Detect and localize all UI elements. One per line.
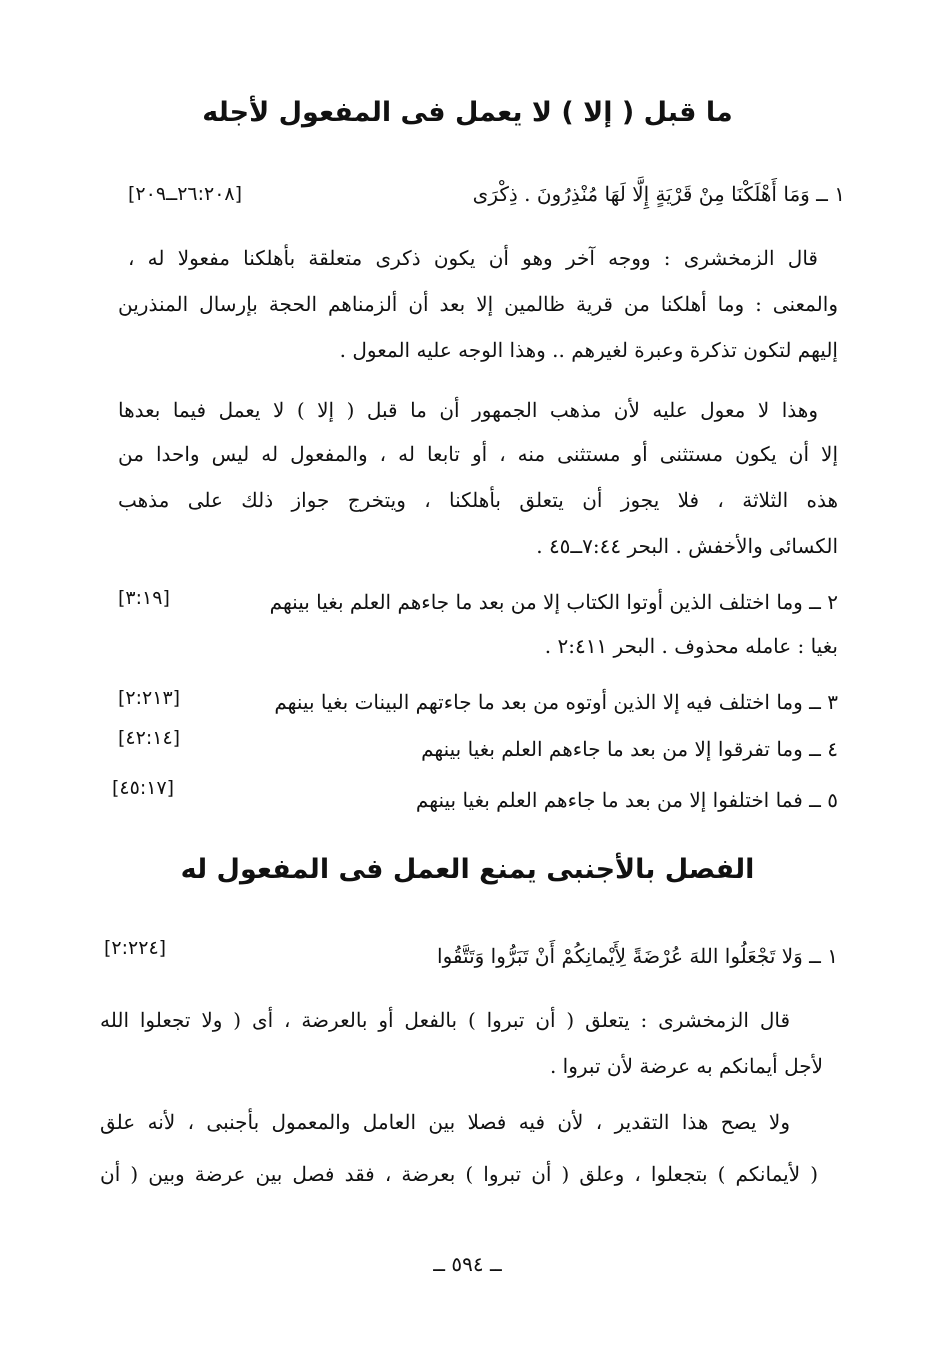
entry-4-ref: [٤٢:١٤] <box>118 727 181 749</box>
entry-1b-ref: [٢:٢٢٤] <box>104 937 167 959</box>
paragraph-line: الكسائى والأخفش . البحر ٧:٤٤ــ٤٥ . <box>536 534 838 558</box>
paragraph-line: ( لأيمانكم ) بتجعلوا ، وعلق ( أن تبروا ) بعرضة ، فقد فصل بين عرضة وبين ( أن <box>100 1162 818 1186</box>
paragraph-line: قال الزمخشرى : يتعلق ( أن تبروا ) بالفعل أو بالعرضة ، أى ( ولا تجعلوا الله <box>100 1008 790 1032</box>
entry-3-text: ٣ ــ وما اختلف فيه إلا الذين أوتوه من بعد ما جاءتهم البينات بغيا بينهم <box>274 690 838 714</box>
paragraph-line: هذه الثلاثة ، فلا يجوز أن يتعلق بأهلكنا ، ويتخرج جواز ذلك على مذهب <box>118 488 838 512</box>
section-title-2: الفصل بالأجنبى يمنع العمل فى المفعول له <box>180 854 755 885</box>
entry-2-ref: [٣:١٩] <box>118 587 170 609</box>
entry-1-text: ١ ــ وَمَا أَهْلَكْنَا مِنْ قَرْيَةٍ إِلَّا لَهَا مُنْذِرُونَ . ذِكْرَى <box>472 182 845 206</box>
paragraph-line: والمعنى : وما أهلكنا من قرية ظالمين إلا بعد أن ألزمناهم الحجة بإرسال المنذرين <box>118 292 838 316</box>
paragraph-line: إليهم لتكون تذكرة وعبرة لغيرهم .. وهذا الوجه عليه المعول . <box>339 338 838 362</box>
section-title-1: ما قبل ( إلا ) لا يعمل فى المفعول لأجله <box>202 97 733 128</box>
entry-4-text: ٤ ــ وما تفرقوا إلا من بعد ما جاءهم العلم بغيا بينهم <box>421 737 838 761</box>
entry-5-text: ٥ ــ فما اختلفوا إلا من بعد ما جاءهم العلم بغيا بينهم <box>415 788 838 812</box>
entry-1b-text: ١ ــ وَلا تَجْعَلُوا اللهَ عُرْضَةً لِأَيْمانِكُمْ أَنْ تَبَرُّوا وَتَتَّقُوا <box>437 944 838 968</box>
entry-2-continuation: بغيا : عامله محذوف . البحر ٢:٤١١ . <box>544 634 838 658</box>
paragraph-line: لأجل أيمانكم به عرضة لأن تبروا . <box>549 1054 823 1078</box>
page-number: ــ ٥٩٤ ــ <box>433 1252 502 1276</box>
paragraph-line: إلا أن يكون مستثنى أو مستثنى منه ، أو تابعا له ، والمفعول له ليس واحدا من <box>118 442 838 466</box>
entry-3-ref: [٢:٢١٣] <box>118 687 181 709</box>
entry-5-ref: [٤٥:١٧] <box>112 777 175 799</box>
paragraph-line: وهذا لا معول عليه لأن مذهب الجمهور أن ما قبل ( إلا ) لا يعمل فيما بعدها <box>118 398 818 422</box>
entry-2-text: ٢ ــ وما اختلف الذين أوتوا الكتاب إلا من بعد ما جاءهم العلم بغيا بينهم <box>269 590 838 614</box>
paragraph-line: قال الزمخشرى : ووجه آخر وهو أن يكون ذكرى متعلقة بأهلكنا مفعولا له ، <box>128 246 818 270</box>
entry-1-ref: [٢٦:٢٠٨ــ٢٠٩] <box>128 183 243 205</box>
paragraph-line: ولا يصح هذا التقدير ، لأن فيه فصلا بين العامل والمعمول بأجنبى ، لأنه علق <box>100 1110 790 1134</box>
